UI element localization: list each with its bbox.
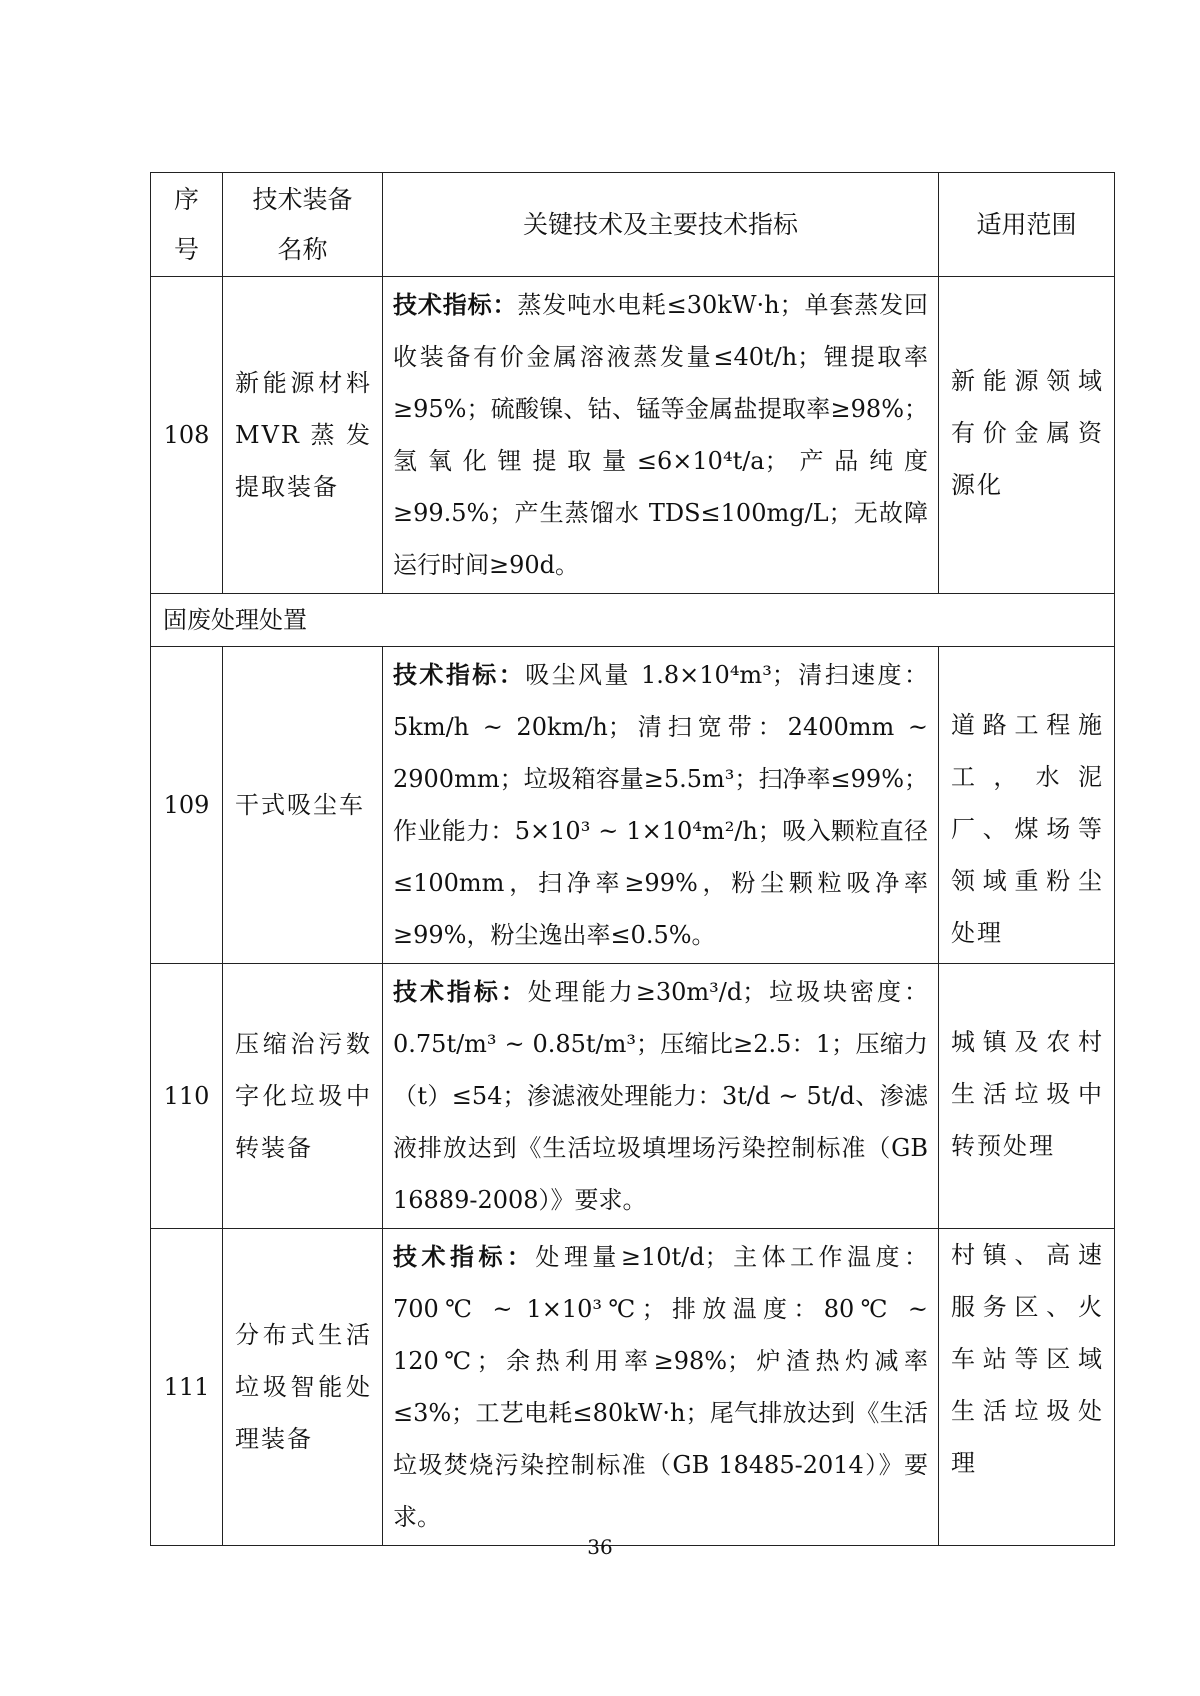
header-scope: 适用范围	[939, 173, 1115, 277]
application-scope: 新能源领域有价金属资源化	[939, 277, 1115, 594]
equipment-name: 分布式生活垃圾智能处理装备	[223, 1229, 383, 1546]
equipment-table	[150, 172, 1115, 1546]
row-number: 109	[151, 647, 223, 964]
key-metrics	[383, 1229, 939, 1546]
section-row	[151, 594, 1115, 647]
equipment-name: 压缩治污数字化垃圾中转装备	[223, 964, 383, 1229]
metrics-label: 技术指标：	[393, 660, 526, 689]
equipment-name: 新能源材料MVR蒸发提取装备	[223, 277, 383, 594]
header-name: 技术装备名称	[223, 173, 383, 277]
section-title: 固废处理处置	[151, 594, 1115, 647]
metrics-label: 技术指标：	[393, 977, 528, 1006]
row-number: 108	[151, 277, 223, 594]
page-number: 36	[587, 1535, 613, 1559]
table-row	[151, 277, 1115, 594]
equipment-name: 干式吸尘车	[223, 647, 383, 964]
application-scope: 道路工程施工，水泥厂、煤场等领域重粉尘处理	[939, 647, 1115, 964]
table-row	[151, 647, 1115, 964]
row-number: 110	[151, 964, 223, 1229]
metrics-text: 处理能力≥30m³/d；垃圾块密度：0.75t/m³ ~ 0.85t/m³；压缩比≥2.5：1；压缩力（t）≤54；渗滤液处理能力：3t/d ~ 5t/d、渗滤液排放达到《生活垃圾填埋场污染控制标准（GB 16889-2008）》要求。	[393, 978, 928, 1214]
table-row	[151, 1229, 1115, 1546]
header-no: 序号	[151, 173, 223, 277]
table-header-row	[151, 173, 1115, 277]
metrics-text: 处理量≥10t/d；主体工作温度：700℃ ~ 1×10³℃；排放温度：80℃ ~ 120℃；余热利用率≥98%；炉渣热灼减率≤3%；工艺电耗≤80kW·h；尾气排放达到《生活垃圾焚烧污染控制标准（GB 18485-2014）》要求。	[393, 1243, 928, 1531]
metrics-text: 蒸发吨水电耗≤30kW·h；单套蒸发回收装备有价金属溶液蒸发量≤40t/h；锂提取率≥95%；硫酸镍、钴、锰等金属盐提取率≥98%；氢氧化锂提取量≤6×10⁴t/a；产品纯度≥99.5%；产生蒸馏水 TDS≤100mg/L；无故障运行时间≥90d。	[393, 291, 928, 579]
key-metrics	[383, 964, 939, 1229]
table-row	[151, 964, 1115, 1229]
row-number: 111	[151, 1229, 223, 1546]
metrics-text: 吸尘风量 1.8×10⁴m³；清扫速度：5km/h ~ 20km/h；清扫宽带：2400mm ~ 2900mm；垃圾箱容量≥5.5m³；扫净率≤99%；作业能力：5×10³ ~ 1×10⁴m²/h；吸入颗粒直径≤100mm，扫净率≥99%，粉尘颗粒吸净率≥99%，粉尘逸出率≤0.5%。	[393, 661, 928, 949]
metrics-label: 技术指标：	[393, 290, 518, 319]
metrics-label: 技术指标：	[393, 1242, 536, 1271]
key-metrics	[383, 277, 939, 594]
application-scope: 城镇及农村生活垃圾中转预处理	[939, 964, 1115, 1229]
application-scope: 村镇、高速服务区、火车站等区域生活垃圾处理	[939, 1229, 1115, 1546]
key-metrics	[383, 647, 939, 964]
header-metrics: 关键技术及主要技术指标	[383, 173, 939, 277]
